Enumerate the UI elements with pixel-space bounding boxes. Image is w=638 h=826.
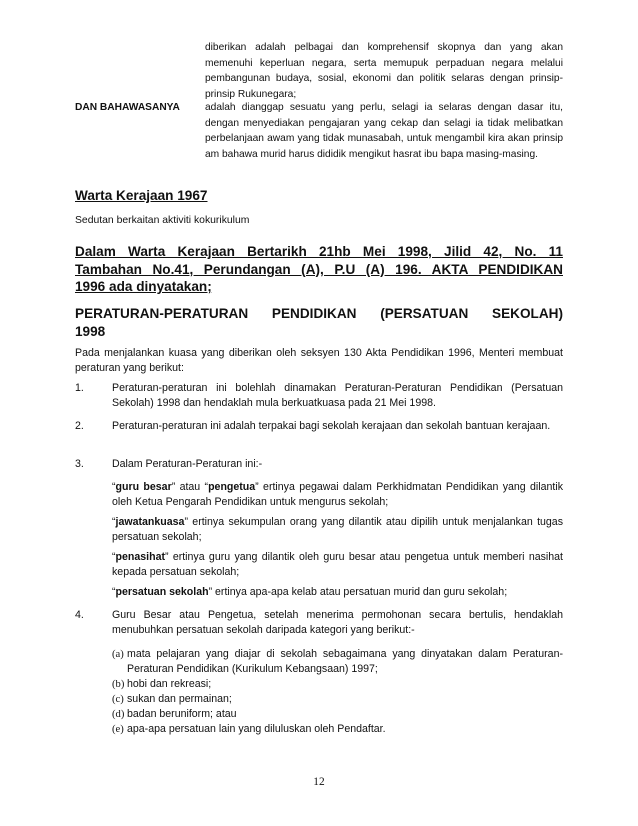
defined-term: guru besar	[115, 481, 172, 493]
quote-mark: “	[112, 516, 116, 528]
regulations-heading-line-2: 1998	[75, 323, 106, 339]
category-letter: (d)	[112, 709, 125, 720]
definition-guru-besar	[112, 480, 563, 510]
category-text: badan beruniform; atau	[127, 708, 237, 720]
defined-term: jawatankuasa	[115, 516, 185, 528]
category-text: hobi dan rekreasi;	[127, 678, 212, 690]
category-item	[112, 722, 563, 737]
regulations-heading-line-1: PERATURAN-PERATURAN PENDIDIKAN (PERSATUAN SEKOLAH)	[75, 306, 563, 321]
warta-subheading: Sedutan berkaitan aktiviti kokurikulum	[75, 215, 250, 226]
definition-jawatankuasa	[112, 515, 563, 545]
category-text: sukan dan permainan;	[127, 693, 232, 705]
definition-text: ” ertinya apa-apa kelab atau persatuan murid dan guru sekolah;	[208, 586, 508, 598]
defined-term: persatuan sekolah	[115, 586, 209, 598]
category-item	[112, 692, 563, 707]
definition-text: ” ertinya pegawai dalam Perkhidmatan Pendidikan yang dilantik oleh Ketua Pengarah Pendidikan untuk mengurus sekolah;	[112, 481, 564, 508]
definition-text: ” ertinya guru yang dilantik oleh guru besar atau pengetua untuk memberi nasihat kepada persatuan sekolah;	[112, 551, 563, 578]
intro-paragraph: diberikan adalah pelbagai dan komprehensif skopnya dan yang akan memenuhi keperluan negara, serta memupuk perpaduan negara melalui pembangunan budaya, sosial, ekonomi dan politik selaras dengan prinsip-prinsip Rukunegara;	[205, 42, 563, 100]
list-item	[75, 608, 563, 638]
dan-bahawasanya-label: DAN BAHAWASANYA	[75, 102, 180, 113]
page-number: 12	[313, 776, 325, 788]
defined-term: pengetua	[208, 481, 256, 493]
gazette-heading-line-1: Dalam Warta Kerajaan Bertarikh 21hb Mei 1998, Jilid 42, No. 11	[75, 244, 563, 259]
item-text: Peraturan-peraturan ini adalah terpakai bagi sekolah kerajaan dan sekolah bantuan kerajaan.	[112, 420, 551, 432]
definition-text: ” ertinya sekumpulan orang yang dilantik atau dipilih untuk menjalankan tugas persatuan sekolah;	[112, 516, 563, 543]
list-item	[75, 419, 563, 434]
category-item	[112, 647, 563, 677]
item-number: 2.	[75, 420, 84, 432]
category-letter: (b)	[112, 679, 125, 690]
category-letter: (a)	[112, 649, 124, 660]
dan-bahawasanya-paragraph: adalah dianggap sesuatu yang perlu, selagi ia selaras dengan dasar itu, dengan menyediakan pengajaran yang cekap dan selagi ia tidak melibatkan perbelanjaan awam yang tidak munasabah, untuk mengambil kira akan prinsip am bahawa murid harus dididik mengikut hasrat ibu bapa masing-masing.	[205, 102, 563, 160]
category-text: apa-apa persatuan lain yang diluluskan oleh Pendaftar.	[127, 723, 386, 735]
quote-mark: “	[112, 586, 116, 598]
definition-penasihat	[112, 550, 563, 580]
defined-term: penasihat	[115, 551, 165, 563]
category-item	[112, 707, 563, 722]
item-number: 4.	[75, 609, 84, 621]
item-text: Dalam Peraturan-Peraturan ini:-	[112, 458, 263, 470]
category-item	[112, 677, 563, 692]
item-text: Guru Besar atau Pengetua, setelah menerima permohonan secara bertulis, hendaklah menubuhkan persatuan sekolah daripada kategori yang berikut:-	[112, 609, 563, 636]
gazette-heading-line-2: Tambahan No.41, Perundangan (A), P.U (A) 196. AKTA PENDIDIKAN	[75, 261, 563, 277]
list-item	[75, 457, 563, 472]
warta-heading: Warta Kerajaan 1967	[75, 188, 208, 203]
item-text: Peraturan-peraturan ini bolehlah dinamakan Peraturan-Peraturan Pendidikan (Persatuan Sekolah) 1998 dan hendaklah mula berkuatkuasa pada 21 Mei 1998.	[112, 382, 563, 409]
definition-connector: ” atau “	[171, 481, 209, 493]
gazette-heading-line-3: 1996 ada dinyatakan;	[75, 279, 212, 294]
opening-paragraph: Pada menjalankan kuasa yang diberikan oleh seksyen 130 Akta Pendidikan 1996, Menteri membuat peraturan yang berikut:	[75, 347, 563, 374]
definition-persatuan-sekolah	[112, 585, 563, 600]
item-number: 1.	[75, 382, 84, 394]
item-number: 3.	[75, 458, 84, 470]
quote-mark: “	[112, 481, 116, 493]
category-letter: (c)	[112, 694, 124, 705]
category-text: mata pelajaran yang diajar di sekolah sebagaimana yang dinyatakan dalam Peraturan-Peraturan Pendidikan (Kurikulum Kebangsaan) 1997;	[127, 648, 563, 675]
gazette-heading	[75, 243, 563, 296]
list-item	[75, 381, 563, 411]
quote-mark: “	[112, 551, 116, 563]
regulations-heading	[75, 305, 563, 340]
category-letter: (e)	[112, 724, 124, 735]
